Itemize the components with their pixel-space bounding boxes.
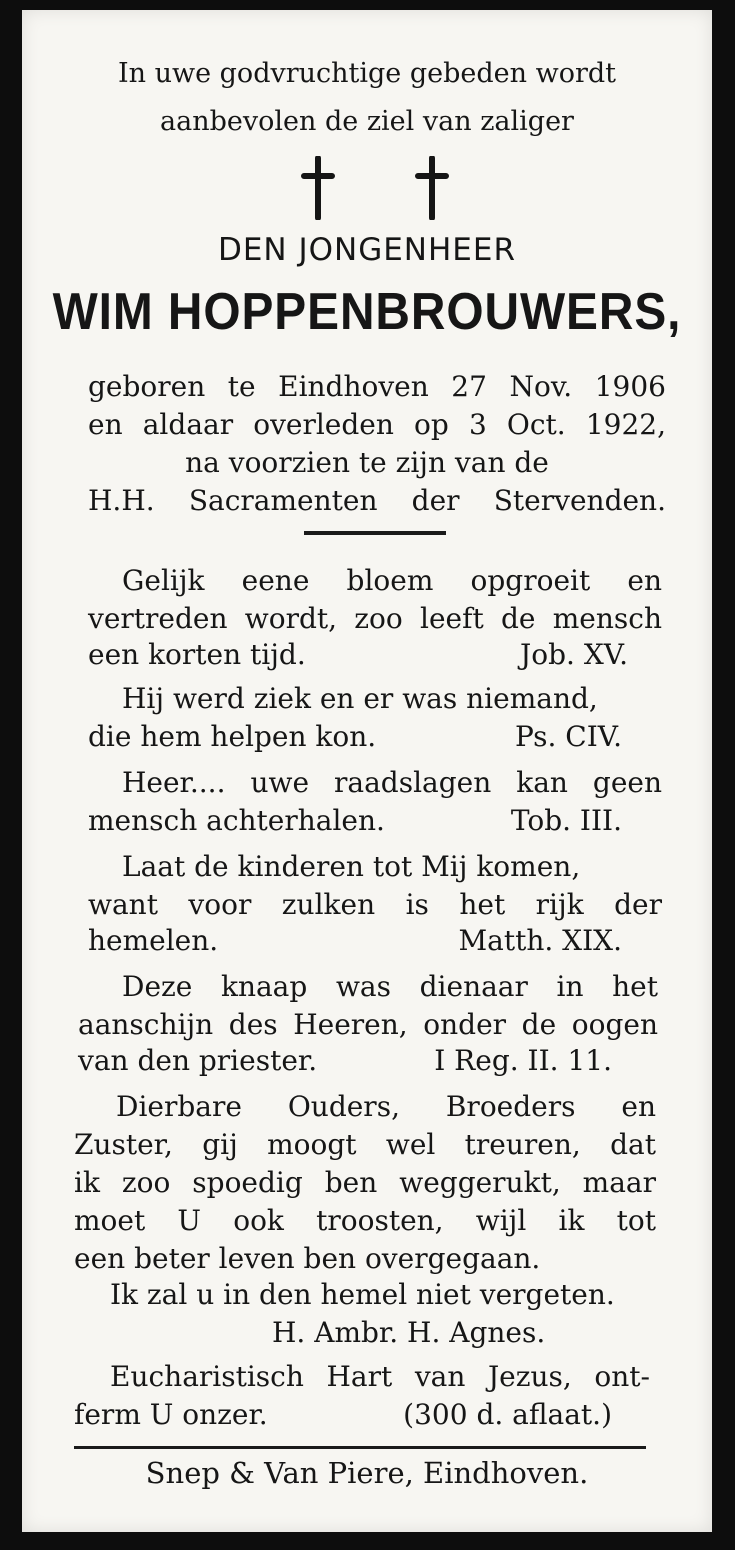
cross-icon [412, 156, 452, 220]
verse-4-line-1: Laat de kinderen tot Mij komen, [122, 850, 581, 883]
life-line-2: en aldaar overleden op 3 Oct. 1922, [88, 408, 666, 441]
footer-rule [74, 1446, 646, 1449]
verse-text: van den priester. [78, 1044, 318, 1077]
divider [304, 531, 446, 535]
intro-line-2: aanbevolen de ziel van zaliger [160, 106, 574, 137]
verse-reference: Tob. III. [510, 804, 622, 837]
verse-text: een korten tijd. [88, 638, 306, 671]
verse-6-reference: H. Ambr. H. Agnes. [272, 1316, 546, 1349]
verse-7-line-2 [74, 1398, 612, 1431]
verse-reference: I Reg. II. 11. [434, 1044, 612, 1077]
verse-reference: (300 d. aflaat.) [403, 1398, 612, 1431]
verse-4-line-2: want voor zulken is het rijk der [88, 888, 662, 921]
name-heading: WIM HOPPENBROUWERS, [52, 283, 682, 341]
verse-text: ferm U onzer. [74, 1398, 268, 1431]
life-line-1: geboren te Eindhoven 27 Nov. 1906 [88, 370, 666, 403]
printer-credit: Snep & Van Piere, Eindhoven. [145, 1456, 589, 1490]
verse-reference: Ps. CIV. [515, 720, 622, 753]
verse-6-line-6: Ik zal u in den hemel niet vergeten. [110, 1278, 615, 1311]
title-heading: DEN JONGENHEER [217, 232, 517, 268]
intro-line-1: In uwe godvruchtige gebeden wordt [117, 58, 617, 89]
verse-5-line-2: aanschijn des Heeren, onder de oogen [78, 1008, 658, 1041]
verse-3-line-1: Heer.... uwe raadslagen kan geen [122, 766, 662, 799]
verse-text: mensch achterhalen. [88, 804, 385, 837]
life-line-3: na voorzien te zijn van de [185, 446, 549, 479]
verse-6-line-1: Dierbare Ouders, Broeders en [116, 1090, 656, 1123]
verse-6-line-4: moet U ook troosten, wijl ik tot [74, 1204, 656, 1237]
verse-1-line-3 [88, 638, 628, 671]
verse-1-line-2: vertreden wordt, zoo leeft de mensch [88, 602, 662, 635]
verse-4-line-3 [88, 924, 622, 957]
verse-reference: Job. XV. [520, 638, 628, 671]
verse-5-line-3 [78, 1044, 612, 1077]
life-line-4: H.H. Sacramenten der Stervenden. [88, 484, 666, 517]
verse-5-line-1: Deze knaap was dienaar in het [122, 970, 658, 1003]
verse-2-line-2 [88, 720, 622, 753]
verse-2-line-1: Hij werd ziek en er was niemand, [122, 682, 598, 715]
verse-6-line-5: een beter leven ben overgegaan. [74, 1242, 541, 1275]
cross-icon [298, 156, 338, 220]
verse-reference: Matth. XIX. [458, 924, 622, 957]
verse-text: hemelen. [88, 924, 219, 957]
memorial-card [22, 10, 712, 1532]
verse-text: die hem helpen kon. [88, 720, 377, 753]
verse-6-line-2: Zuster, gij moogt wel treuren, dat [74, 1128, 656, 1161]
verse-1-line-1: Gelijk eene bloem opgroeit en [122, 564, 662, 597]
verse-3-line-2 [88, 804, 622, 837]
verse-6-line-3: ik zoo spoedig ben weggerukt, maar [74, 1166, 656, 1199]
verse-7-line-1: Eucharistisch Hart van Jezus, ont- [110, 1360, 650, 1393]
